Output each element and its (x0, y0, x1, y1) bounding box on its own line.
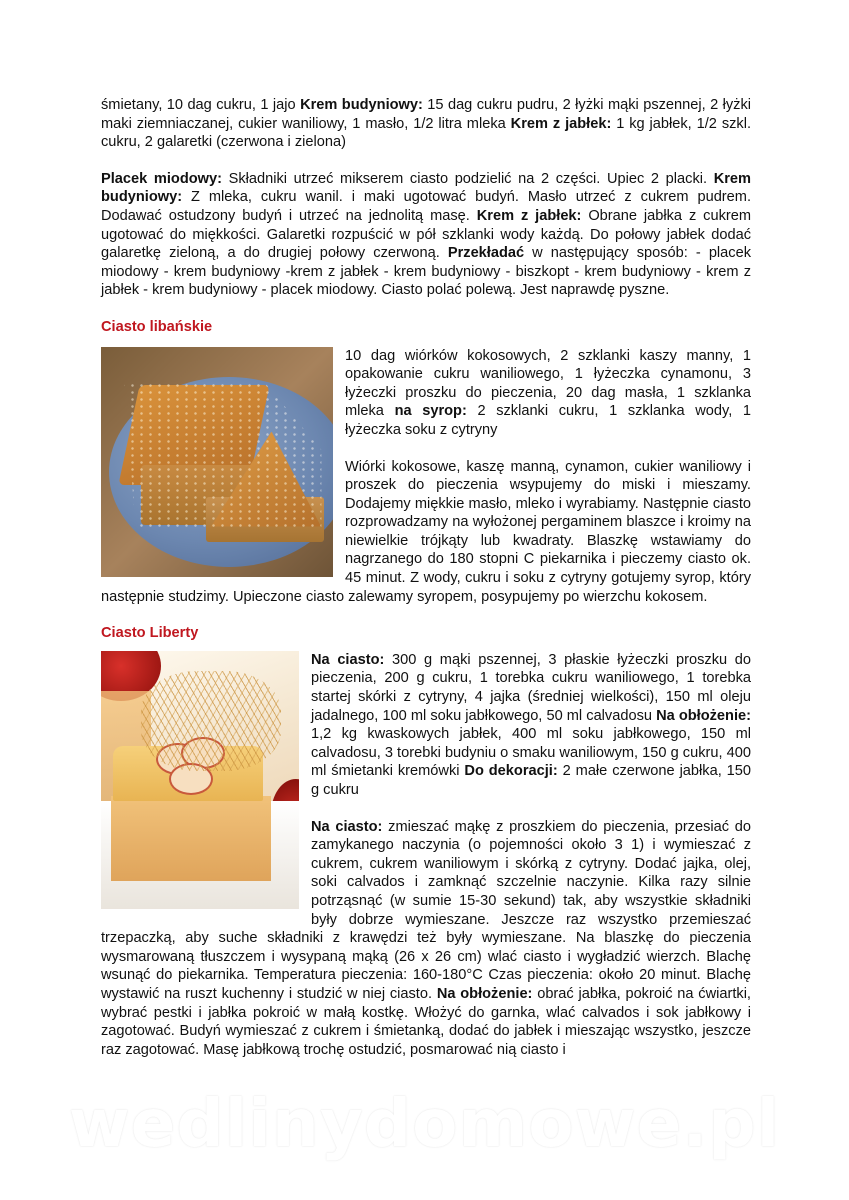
bold-label: Na obłożenie: (436, 985, 533, 1002)
watermark-logo: wedlinydomowe.pl (68, 1085, 781, 1162)
bold-label: Krem z jabłek: (476, 207, 582, 224)
liberty-instructions: Na ciasto: zmieszać mąkę z proszkiem do pieczenia, przesiać do zamykanego naczynia (o pojemności około 3 1) i wymieszać z cukrem, cukrem waniliowym i skórką z cytryny. Dodać jajka, olej, soki calvados i zamknąć szczelnie naczynie. Kilka razy silnie potrząsnąć (w sumie 15-30 sekund) tak, aby wszystkie składniki były dobrze wymieszane. Jeszcze raz wszystko przemieszać trzepaczką, aby suche składniki z krawędzi też były wymieszane. Na blaszkę do pieczenia wysmarowaną tłuszczem i wysypaną mąką (26 x 26 cm) wlać ciasto i wygładzić wierzch. Blachę wsunąć do piekarnika. Temperatura pieczenia: 160-180°C Czas pieczenia: około 20 minut. Blachę wystawić na ruszt kuchenny i studzić w niej ciasto. Na obłożenie: obrać jabłka, pokroić na ćwiartki, wybrać pestki i jabłka pokroić w małą kostkę. Włożyć do garnka, wlać calvados i sok jabłkowy i zagotować. Budyń wymieszać z cukrem i śmietanką, dodać do jabłek i mieszając wszystko, jeszcze raz zagotować. Masę jabłkową trochę ostudzić, posmarować nią ciasto i (101, 818, 752, 1058)
bold-label: Na ciasto: (311, 818, 383, 835)
bold-label: Do dekoracji: (464, 763, 558, 780)
bold-label: Przekładać (447, 245, 525, 262)
bold-label: Na ciasto: (311, 651, 385, 668)
bold-label: Placek miodowy: (101, 170, 222, 187)
libanskie-ingredients: 10 dag wiórków kokosowych, 2 szklanki kaszy manny, 1 opakowanie cukru waniliowego, 1 łyżeczka cynamonu, 3 łyżeczki proszku do pieczenia, 20 dag masła, 1 szklanka mleka na syrop: 2 szklanki cukru, 1 szklanka wody, 1 łyżeczka soku z cytryny (345, 347, 752, 438)
libanskie-section (101, 347, 751, 607)
libanskie-instructions: Wiórki kokosowe, kaszę manną, cynamon, cukier waniliowy i proszek do pieczenia wsypujemy do miski i mieszamy. Dodajemy miękkie masło, mleko i wyrabiamy. Następnie ciasto rozprowadzamy na wyłożonej pergaminem blaszce i kroimy na niewielkie trójkąty lub kwadraty. Blaszkę wstawiamy do nagrzanego do 180 stopni C piekarnika i pieczemy ciasto ok. 45 minut. Z wody, cukru i soku z cytryny gotujemy syrop, który następnie studzimy. Upieczone ciasto zalewamy syropem, posypujemy po wierzchu kokosem. (101, 458, 751, 605)
intro-paragraph-1: śmietany, 10 dag cukru, 1 jajo Krem budyniowy: 15 dag cukru pudru, 2 łyżki mąki pszennej, 2 łyżki maki ziemniaczanej, cukier waniliowy, 1 masło, 1/2 litra mleka Krem z jabłek: 1 kg jabłek, 1/2 szkl. cukru, 2 galaretki (czerwona i zielona) (101, 97, 752, 151)
liberty-section (101, 651, 751, 1059)
intro-paragraph-2: Placek miodowy: Składniki utrzeć mikserem ciasto podzielić na 2 części. Upiec 2 placki. Krem budyniowy: Z mleka, cukru wanil. i maki ugotować budyń. Masło utrzeć z cukrem pudrem. Dodawać ostudzony budyń i utrzeć na jednolitą masę. Krem z jabłek: Obrane jabłka z cukrem ugotować do miękkości. Galaretki rozpuścić w pół szklanki wody każdą. Do połowy jabłek dodać galaretkę zieloną, a do drugiej połowy czerwoną. Przekładać w następujący sposób: - placek miodowy - krem budyniowy -krem z jabłek - krem budyniowy - biszkopt - krem budyniowy - krem z jabłek - krem budyniowy - placek miodowy. Ciasto polać polewą. Jest naprawdę pyszne. (101, 170, 752, 299)
liberty-ingredients: Na ciasto: 300 g mąki pszennej, 3 płaskie łyżeczki proszku do pieczenia, 200 g cukru, 1 torebka cukru waniliowego, 1 torebka startej skórki z cytryny, 4 jajka (średniej wielkości), 150 ml oleju jadalnego, 100 ml soku jabłkowego, 50 ml calvadosu Na obłożenie: 1,2 kg kwaskowych jabłek, 400 ml soku jabłkowego, 150 ml calvadosu, 3 torebki budyniu o smaku waniliowym, 150 g cukru, 400 ml śmietanki kremówki Do dekoracji: 2 małe czerwone jabłka, 150 g cukru (311, 651, 752, 798)
liberty-cake-photo (101, 651, 299, 909)
libanskie-cake-photo (101, 347, 333, 577)
bold-label: Krem z jabłek: (510, 115, 612, 132)
bold-label: Krem budyniowy: (101, 170, 751, 206)
bold-label: na syrop: (394, 403, 467, 420)
bold-label: Na obłożenie: (656, 707, 751, 724)
bold-label: Krem budyniowy: (300, 97, 423, 113)
document-page (101, 96, 751, 1059)
section-title-libanskie: Ciasto libańskie (101, 318, 213, 335)
section-title-liberty: Ciasto Liberty (101, 625, 199, 642)
